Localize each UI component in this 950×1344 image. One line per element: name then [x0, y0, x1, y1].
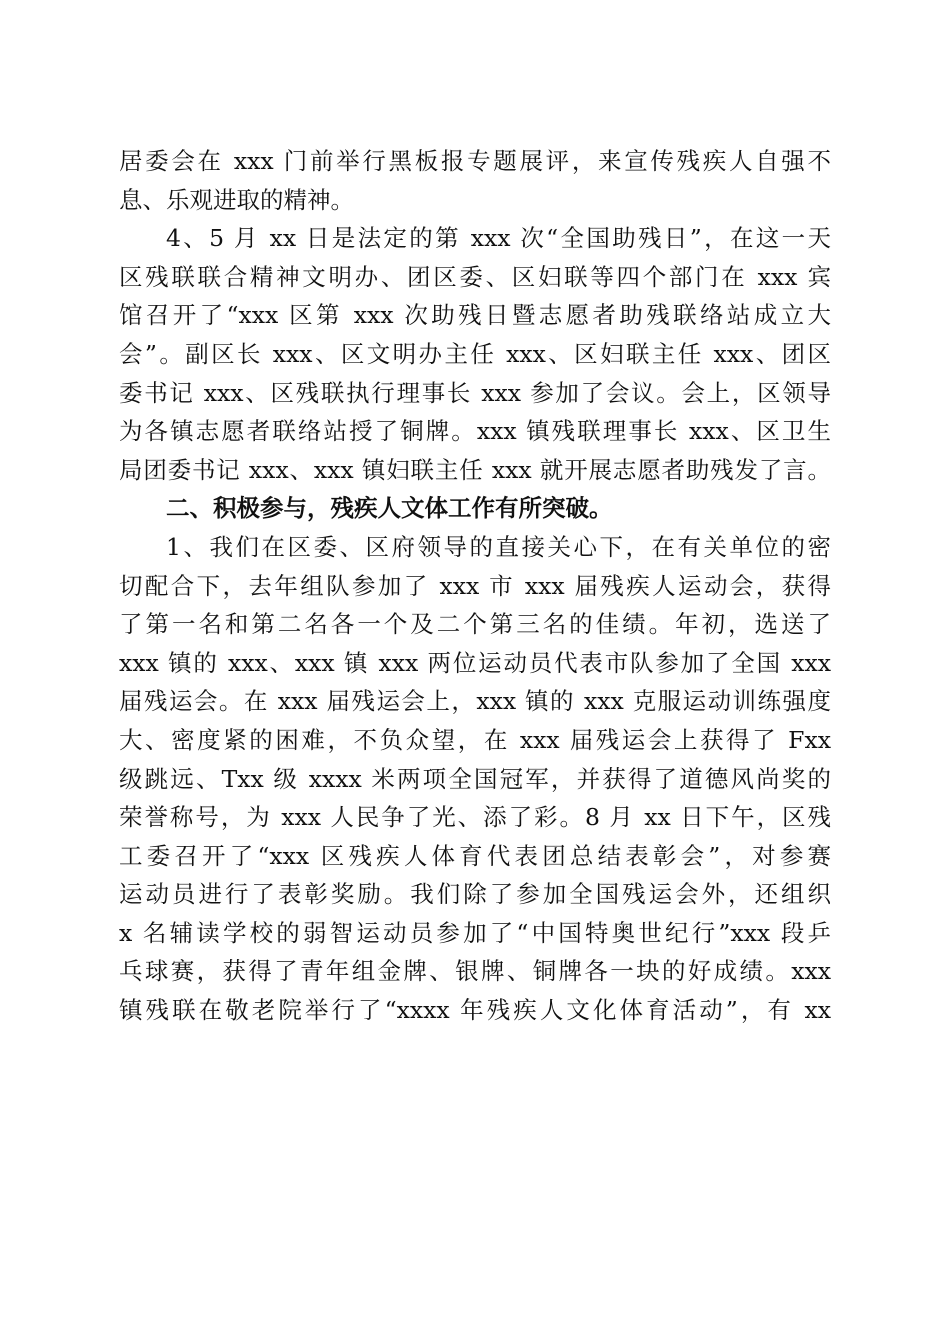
paragraph-line: 届残运会。在 xxx 届残运会上，xxx 镇的 xxx 克服运动训练强度	[119, 687, 831, 716]
paragraph-line: 4、5 月 xx 日是法定的第 xxx 次“全国助残日”，在这一天	[166, 224, 831, 253]
paragraph-line: 委书记 xxx、区残联执行理事长 xxx 参加了会议。会上，区领导	[119, 378, 831, 407]
paragraph-line: 居委会在 xxx 门前举行黑板报专题展评，来宣传残疾人自强不	[119, 147, 831, 175]
section-heading: 二、积极参与，残疾人文体工作有所突破。	[166, 494, 613, 523]
paragraph-line: 级跳远、Txx 级 xxxx 米两项全国冠军，并获得了道德风尚奖的	[119, 764, 831, 793]
paragraph-line: 大、密度紧的困难，不负众望，在 xxx 届残运会上获得了 Fxx	[119, 725, 831, 754]
paragraph-line: 馆召开了“xxx 区第 xxx 次助残日暨志愿者助残联络站成立大	[119, 301, 831, 330]
paragraph-line: 局团委书记 xxx、xxx 镇妇联主任 xxx 就开展志愿者助残发了言。	[119, 455, 831, 484]
paragraph-line: 1、我们在区委、区府领导的直接关心下，在有关单位的密	[166, 532, 831, 561]
paragraph-line: 为各镇志愿者联络站授了铜牌。xxx 镇残联理事长 xxx、区卫生	[119, 417, 831, 446]
paragraph-line: 会”。副区长 xxx、区文明办主任 xxx、区妇联主任 xxx、团区	[119, 339, 831, 368]
paragraph-line: 镇残联在敬老院举行了“xxxx 年残疾人文化体育活动”，有 xx	[119, 996, 831, 1025]
paragraph-line: 区残联联合精神文明办、团区委、区妇联等四个部门在 xxx 宾	[119, 262, 831, 291]
paragraph-line: xxx 镇的 xxx、xxx 镇 xxx 两位运动员代表市队参加了全国 xxx	[119, 648, 831, 677]
paragraph-line: 乓球赛，获得了青年组金牌、银牌、铜牌各一块的好成绩。xxx	[119, 957, 831, 986]
paragraph-line: 工委召开了“xxx 区残疾人体育代表团总结表彰会”，对参赛	[119, 841, 831, 870]
paragraph-line: x 名辅读学校的弱智运动员参加了“中国特奥世纪行”xxx 段乒	[119, 918, 831, 947]
document-body	[119, 142, 831, 1030]
paragraph-line: 运动员进行了表彰奖励。我们除了参加全国残运会外，还组织	[119, 880, 831, 909]
paragraph-line: 切配合下，去年组队参加了 xxx 市 xxx 届残疾人运动会，获得	[119, 571, 831, 600]
paragraph-line: 了第一名和第二名各一个及二个第三名的佳绩。年初，选送了	[119, 610, 831, 639]
paragraph-line: 荣誉称号，为 xxx 人民争了光、添了彩。8 月 xx 日下午，区残	[119, 803, 831, 832]
paragraph-line: 息、乐观进取的精神。	[119, 185, 354, 214]
